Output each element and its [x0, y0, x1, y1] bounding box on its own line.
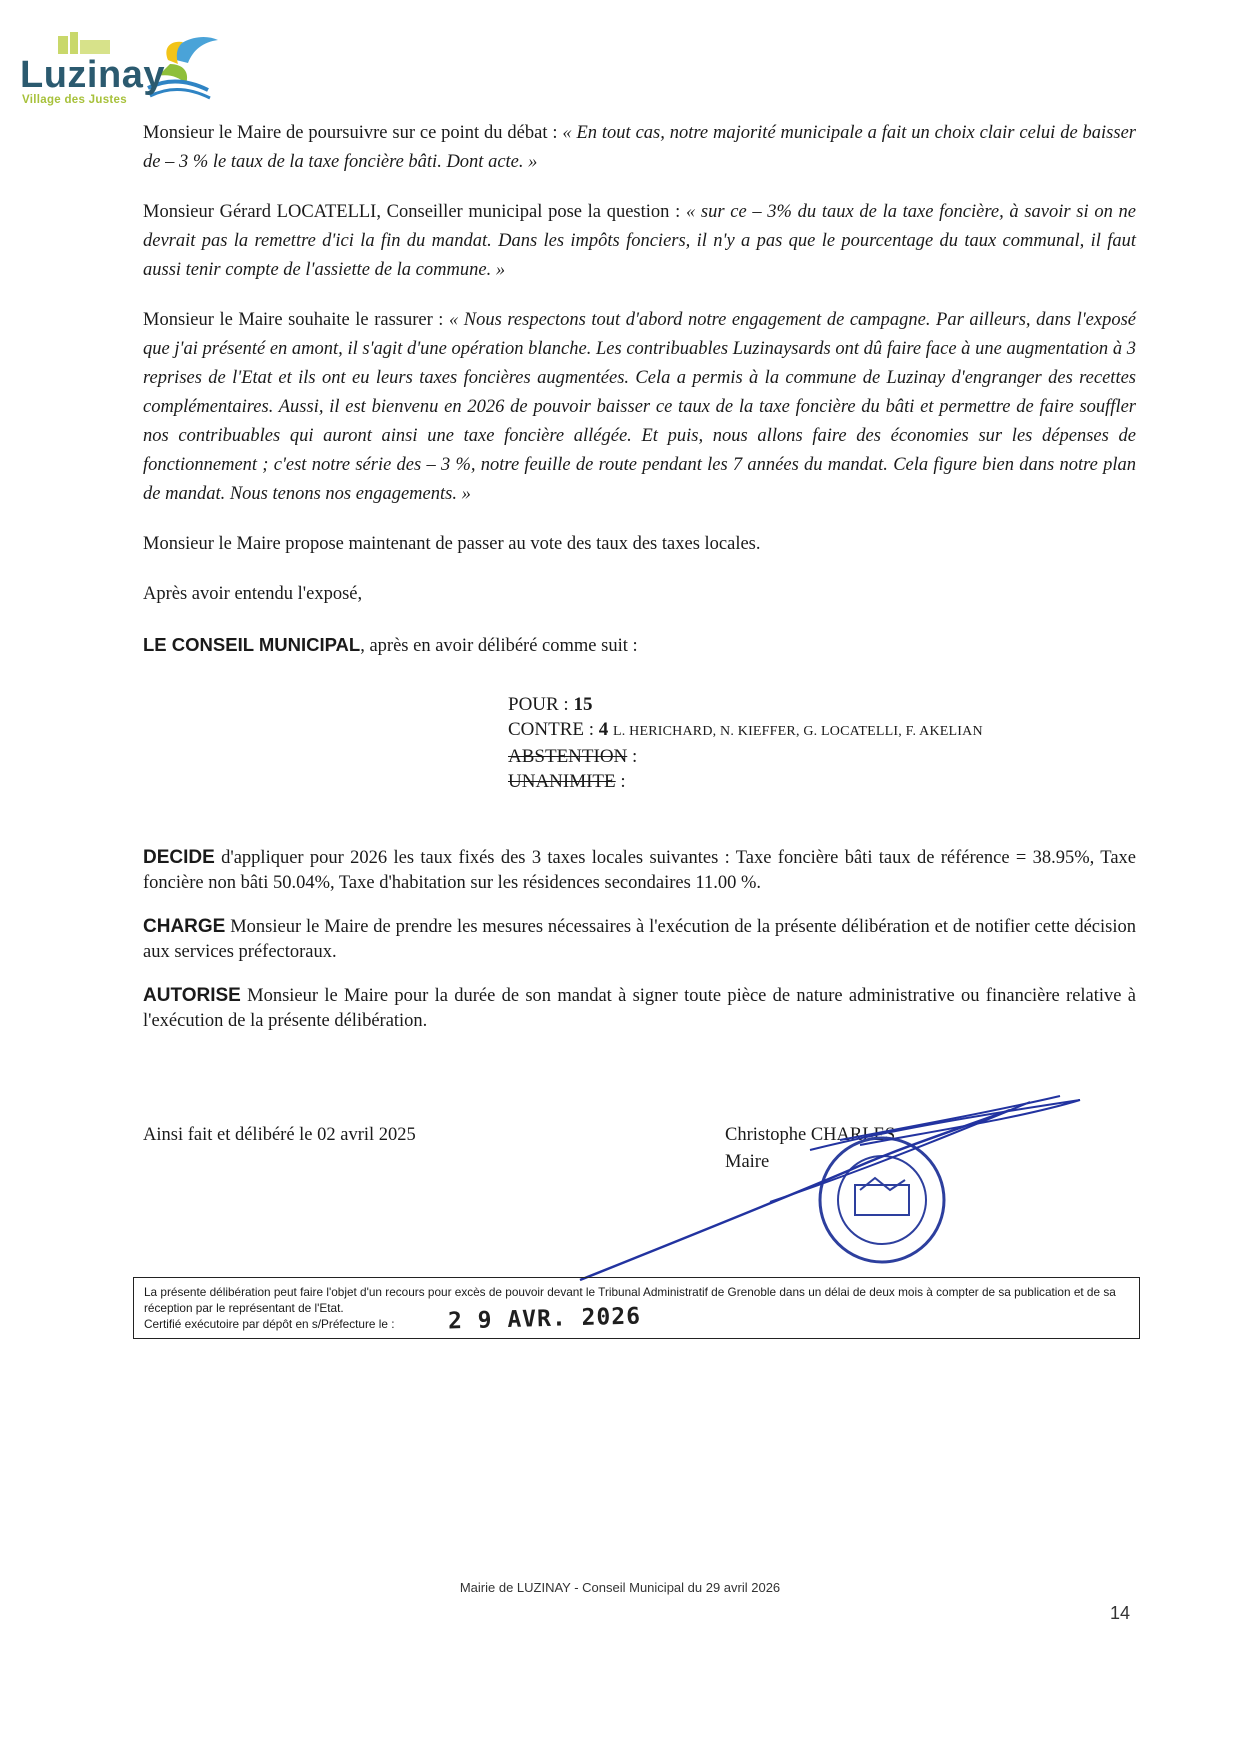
contre-count: 4	[598, 719, 609, 740]
signature-and-seal	[560, 1090, 1100, 1290]
decision-decide	[143, 845, 1136, 896]
contre-label: CONTRE :	[508, 719, 599, 740]
vote-results	[508, 692, 983, 794]
paragraph-maire-poursuite	[143, 119, 1136, 177]
decisions	[143, 845, 1136, 1052]
conseil-municipal-label: LE CONSEIL MUNICIPAL	[143, 634, 361, 655]
p2-quote: « sur ce – 3% du taux de la taxe foncière, à savoir si on ne devrait pas la remettre d'ici la fin du mandat. Dans les impôts fonciers, il n'y a pas que le pourcentage du taux communal, il faut aussi tenir compte de l'assiette de la commune. »	[143, 202, 1136, 280]
signed-date: Ainsi fait et délibéré le 02 avril 2025	[143, 1125, 416, 1145]
page-footer: Mairie de LUZINAY - Conseil Municipal du 29 avril 2026	[459, 1580, 781, 1595]
mayor-role: Maire	[725, 1152, 770, 1172]
abstention-suffix: :	[627, 746, 638, 767]
vote-unanimite	[508, 769, 983, 794]
paragraph-expose: Après avoir entendu l'exposé,	[143, 584, 363, 604]
charge-text: Monsieur le Maire de prendre les mesures nécessaires à l'exécution de la présente délibération et de notifier cette décision aux services préfectoraux.	[143, 917, 1136, 962]
charge-keyword: CHARGE	[143, 916, 226, 937]
page-number: 14	[1110, 1603, 1131, 1623]
paragraph-maire-rassure	[143, 306, 1136, 509]
handwritten-signature-icon	[580, 1096, 1080, 1280]
paragraph-locatelli-question	[143, 198, 1136, 285]
pour-label: POUR :	[508, 694, 574, 715]
logo-name: Luzinay	[20, 54, 165, 96]
p1-quote: « En tout cas, notre majorité municipale a fait un choix clair celui de baisser de – 3 % le taux de la taxe foncière bâti. Dont acte. »	[143, 123, 1136, 172]
p1-intro: Monsieur le Maire de poursuivre sur ce point du débat :	[143, 123, 563, 143]
municipality-logo	[18, 28, 228, 106]
decide-text: d'appliquer pour 2026 les taux fixés des 3 taxes locales suivantes : Taxe foncière bâti taux de référence = 38.95%, Taxe foncière non bâti 50.04%, Taxe d'habitation sur les résidences secondaires 11.00 %.	[143, 848, 1136, 893]
prefecture-stamp-date: 2 9 AVR. 2026	[447, 1303, 642, 1335]
paragraph-conseil	[143, 630, 1136, 661]
decide-keyword: DECIDE	[143, 847, 215, 868]
vote-contre	[508, 717, 983, 744]
unanimite-label: UNANIMITE	[508, 771, 616, 792]
autorise-text: Monsieur le Maire pour la durée de son mandat à signer toute pièce de nature administrative ou financière relative à l'exécution de la présente délibération.	[143, 986, 1136, 1031]
abstention-label: ABSTENTION	[508, 746, 628, 767]
vote-abstention	[508, 744, 983, 769]
unanimite-suffix: :	[615, 771, 626, 792]
pour-count: 15	[573, 694, 593, 715]
p2-intro: Monsieur Gérard LOCATELLI, Conseiller municipal pose la question :	[143, 202, 686, 222]
conseil-rest: , après en avoir délibéré comme suit :	[360, 636, 638, 656]
p3-intro: Monsieur le Maire souhaite le rassurer :	[143, 310, 449, 330]
contre-names: L. HERICHARD, N. KIEFFER, G. LOCATELLI, F. AKELIAN	[613, 724, 983, 739]
decision-autorise	[143, 983, 1136, 1034]
logo-tagline: Village des Justes	[22, 94, 127, 106]
autorise-keyword: AUTORISE	[143, 985, 241, 1006]
notice-certification-label: Certifié exécutoire par dépôt en s/Préfecture le :	[144, 1317, 395, 1331]
vote-pour	[508, 692, 983, 717]
mayor-name: Christophe CHARLES	[725, 1125, 896, 1145]
deliberation-body	[143, 119, 1136, 661]
notice-recourse-text: La présente délibération peut faire l'objet d'un recours pour excès de pouvoir devant le Tribunal Administratif de Grenoble dans un délai de deux mois à compter de sa publication et de sa réception par le représentant de l'Etat.	[144, 1285, 1116, 1315]
decision-charge	[143, 914, 1136, 965]
p3-quote: « Nous respectons tout d'abord notre engagement de campagne. Par ailleurs, dans l'exposé que j'ai présenté en amont, il s'agit d'une opération blanche. Les contribuables Luzinaysards ont dû faire face à une augmentation à 3 reprises de l'Etat et ils ont eu leurs taxes foncières augmentées. Cela a permis à la commune de Luzinay d'engranger des recettes complémentaires. Aussi, il est bienvenu en 2026 de pouvoir baisser ce taux de la taxe foncière du bâti et permettre de faire souffler nos contribuables qui auront ainsi une taxe foncière allégée. Et puis, nous allons faire des économies sur les dépenses de fonctionnement ; c'est notre série des – 3 %, notre feuille de route pendant les 7 années du mandat. Cela figure bien dans notre plan de mandat. Nous tenons nos engagements. »	[143, 310, 1136, 504]
paragraph-vote-proposal: Monsieur le Maire propose maintenant de passer au vote des taux des taxes locales.	[143, 534, 761, 554]
